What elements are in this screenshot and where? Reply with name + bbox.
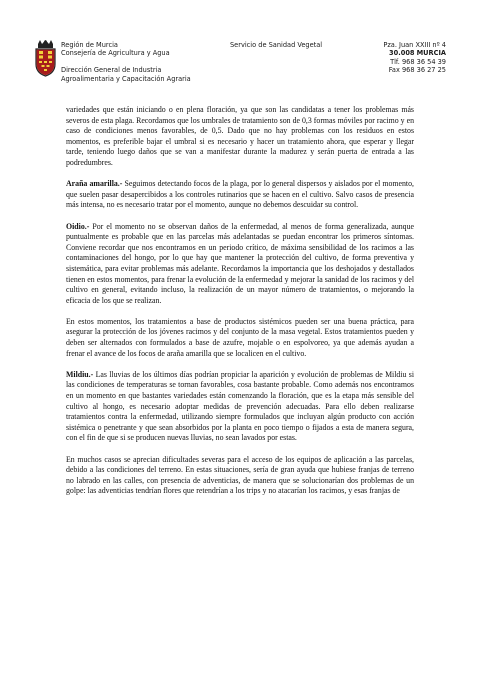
paragraph-sistemicos: En estos momentos, los tratamientos a base de productos sistémicos pueden ser una buena práctica, para asegurar la protección de los jóvenes racimos y del conjunto de la masa vegetal. Estos tratamientos pueden y deben ser alternados con formulados a base de azufre, mojable o en espolvoreo, ya que además ayudan a frenar el avance de los focos de araña amarilla que se localicen en el cultivo.	[66, 316, 414, 358]
header-service: Servicio de Sanidad Vegetal	[230, 41, 323, 49]
region-murcia-coat-of-arms-icon	[33, 40, 58, 77]
paragraph-acceso-parcelas: En muchos casos se aprecian dificultades severas para el acceso de los equipos de aplicación a las parcelas, debido a las condiciones del terreno. En estas situaciones, sería de gran ayuda que hubiese franjas de terreno no labrado en las calles, con presencia de adventicias, de manera que se solucionarían dos problemas de un golpe: las adventicias tendrían flores que retendrían a los trips y no atacarían los racimos, y esas franjas de	[66, 454, 414, 496]
section-title-arana-amarilla: Araña amarilla.-	[66, 179, 123, 189]
section-title-oidio: Oidio.-	[66, 221, 90, 231]
paragraph-arana-amarilla	[66, 179, 414, 211]
header-address: Pza. Juan XXIII nº 4	[383, 41, 446, 49]
paragraph-oidio	[66, 222, 414, 307]
header-organization	[61, 41, 191, 83]
header-org-ministry: Consejería de Agricultura y Agua	[61, 49, 170, 58]
header-phone: Tlf. 968 36 54 39	[390, 57, 446, 66]
paragraph-text: Por el momento no se observan daños de la enfermedad, al menos de forma generalizada, aunque puntualmente es probable que en las parcelas más adelantadas se puedan encontrar los primeros síntomas. Conviene recordar que nos encontramos en un periodo crítico, de máxima sensibilidad de los racimos a las contaminaciones del hongo, por lo que hay que mantener la protección del cultivo, de forma preventiva y sistemática, para evitar problemas más adelante. Recordamos la importancia que los deshojados y destallados tienen en estos momentos, para frenar la evolución de la enfermedad y mejorar la sanidad de los racimos y del cultivo en general, evitando incluso, la realización de un mayor número de tratamientos, o mejorando la eficacia de los que se realizan.	[66, 221, 414, 305]
header-org-region: Región de Murcia	[61, 41, 118, 49]
document-body	[66, 105, 414, 508]
header-org-directorate-cont: Agroalimentaria y Capacitación Agraria	[61, 74, 191, 83]
header-org-directorate: Dirección General de Industria	[61, 66, 162, 75]
header-fax: Fax 968 36 27 25	[388, 66, 446, 75]
paragraph-text: Seguimos detectando focos de la plaga, por lo general dispersos y aislados por el momento, que suelen pasar desapercibidos a los controles rutinarios que se hacen en el cultivo. Salvo casos de presencia más intensa, no es necesario tratar por el momento, aunque no debemos descuidar su control.	[66, 179, 414, 210]
header-postal-code: 30.008	[389, 49, 415, 58]
paragraph-text: Las lluvias de los últimos días podrían propiciar la aparición y evolución de problemas de Mildiu si las condiciones de temperaturas se tornan favorables, cosa bastante probable. Como además nos encontramos en un momento en que bastantes variedades están comenzando la floración, que es la etapa más sensible del cultivo al hongo, es necesario adoptar medidas de prevención adecuadas. Para ello deben realizarse tratamientos contra la enfermedad, utilizando siempre formulados que incluyan algún producto con acción sistémica o penetrante y que sean absorbidos por la planta en poco tiempo o fijados a esta de manera segura, con el fin de que si se producen nuevas lluvias, no sean lavados por estas.	[66, 369, 414, 443]
header-city: MURCIA	[416, 49, 446, 58]
paragraph-trips-continuation: variedades que están iniciando o en plena floración, ya que son las candidatas a tener los problemas más severos de esta plaga. Recordamos que los umbrales de tratamiento son de 0,3 formas móviles por racimo y en caso de condiciones menos favorables, de 0,5. Dado que no hay problemas con los residuos en estos momentos, es preferible bajar el umbral si es necesario y hacer un tratamiento ahora, que esperar y llegar tarde, teniendo luego daños que se van a manifestar durante la madurez y serán puerta de entrada a las podredumbres.	[66, 105, 414, 167]
section-title-mildiu: Mildiu.-	[66, 369, 94, 379]
header-city-line	[383, 49, 446, 57]
header-contact	[383, 41, 446, 75]
paragraph-mildiu	[66, 370, 414, 444]
